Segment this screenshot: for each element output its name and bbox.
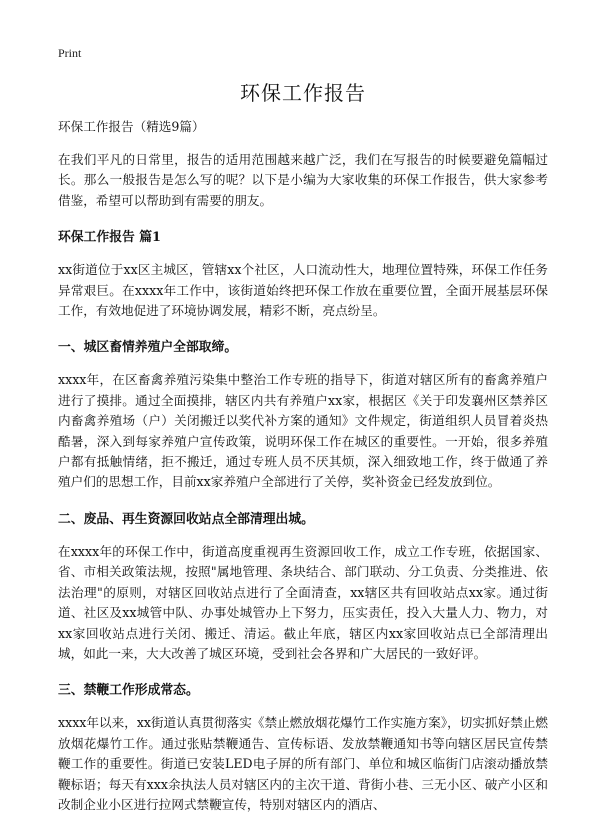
print-link[interactable]: Print [58,46,82,60]
section-body-3: xxxx年以来，xx街道认真贯彻落实《禁止燃放烟花爆竹工作实施方案》，切实抓好禁止燃放烟花爆竹工作。通过张贴禁鞭通告、宣传标语、发放禁鞭通知书等向辖区居民宣传禁鞭工作的重要性。街道已安装LED电子屏的所有部门、单位和城区临街门店滚动播放禁鞭标语；每天有xxx余执法人员对辖区内的主次干道、背街小巷、三无小区、破产小区和改制企业小区进行拉网式禁鞭宣传，特别对辖区内的酒店、 [58,715,548,812]
article-heading: 环保工作报告 篇1 [58,230,161,246]
section-heading-1: 一、城区畜情养殖户全部取缔。 [58,340,238,356]
section-body-2: 在xxxx年的环保工作中，街道高度重视再生资源回收工作，成立工作专班，依据国家、省、市相关政策法规，按照"属地管理、条块结合、部门联动、分工负责、分类推进、依法治理"的原则，对辖区回收站点进行了全面清查，xx辖区共有回收站点xx家。通过街道、社区及xx城管中队、办事处城管办上下努力，压实责任，投入大量人力、物力，对xx家回收站点进行关闭、搬迁、清运。截止年底，辖区内xx家回收站点已全部清理出城，如此一来，大大改善了城区环境，受到社会各界和广大居民的一致好评。 [58,543,548,661]
article-intro-paragraph: xx街道位于xx区主城区，管辖xx个社区，人口流动性大，地理位置特殊，环保工作任务异常艰巨。在xxxx年工作中，该街道始终把环保工作放在重要位置，全面开展基层环保工作，有效地促进了环境协调发展，精彩不断，亮点纷呈。 [58,262,548,319]
document-subtitle: 环保工作报告（精选9篇） [58,119,205,134]
section-body-1: xxxx年，在区畜禽养殖污染集中整治工作专班的指导下，街道对辖区所有的畜禽养殖户进行了摸排。通过全面摸排，辖区内共有养殖户xx家，根据区《关于印发襄州区禁养区内畜禽养殖场（户）关闭搬迁以奖代补方案的通知》文件规定，街道组织人员冒着炎热酷暑，深入到每家养殖户宣传政策，说明环保工作在城区的重要性。一开始，很多养殖户都有抵触情绪，拒不搬迁，通过专班人员不厌其烦，深入细致地工作，终于做通了养殖户们的思想工作，目前xx家养殖户全部进行了关停，奖补资金已经发放到位。 [58,372,548,490]
page-title: 环保工作报告 [240,81,366,105]
intro-paragraph: 在我们平凡的日常里，报告的适用范围越来越广泛，我们在写报告的时候要避免篇幅过长。那么一般报告是怎么写的呢？以下是小编为大家收集的环保工作报告，供大家参考借鉴，希望可以帮助到有需要的朋友。 [58,152,548,208]
section-heading-2: 二、废品、再生资源回收站点全部清理出城。 [58,511,314,527]
document-page [58,76,548,815]
section-heading-3: 三、禁鞭工作形成常态。 [58,683,199,699]
